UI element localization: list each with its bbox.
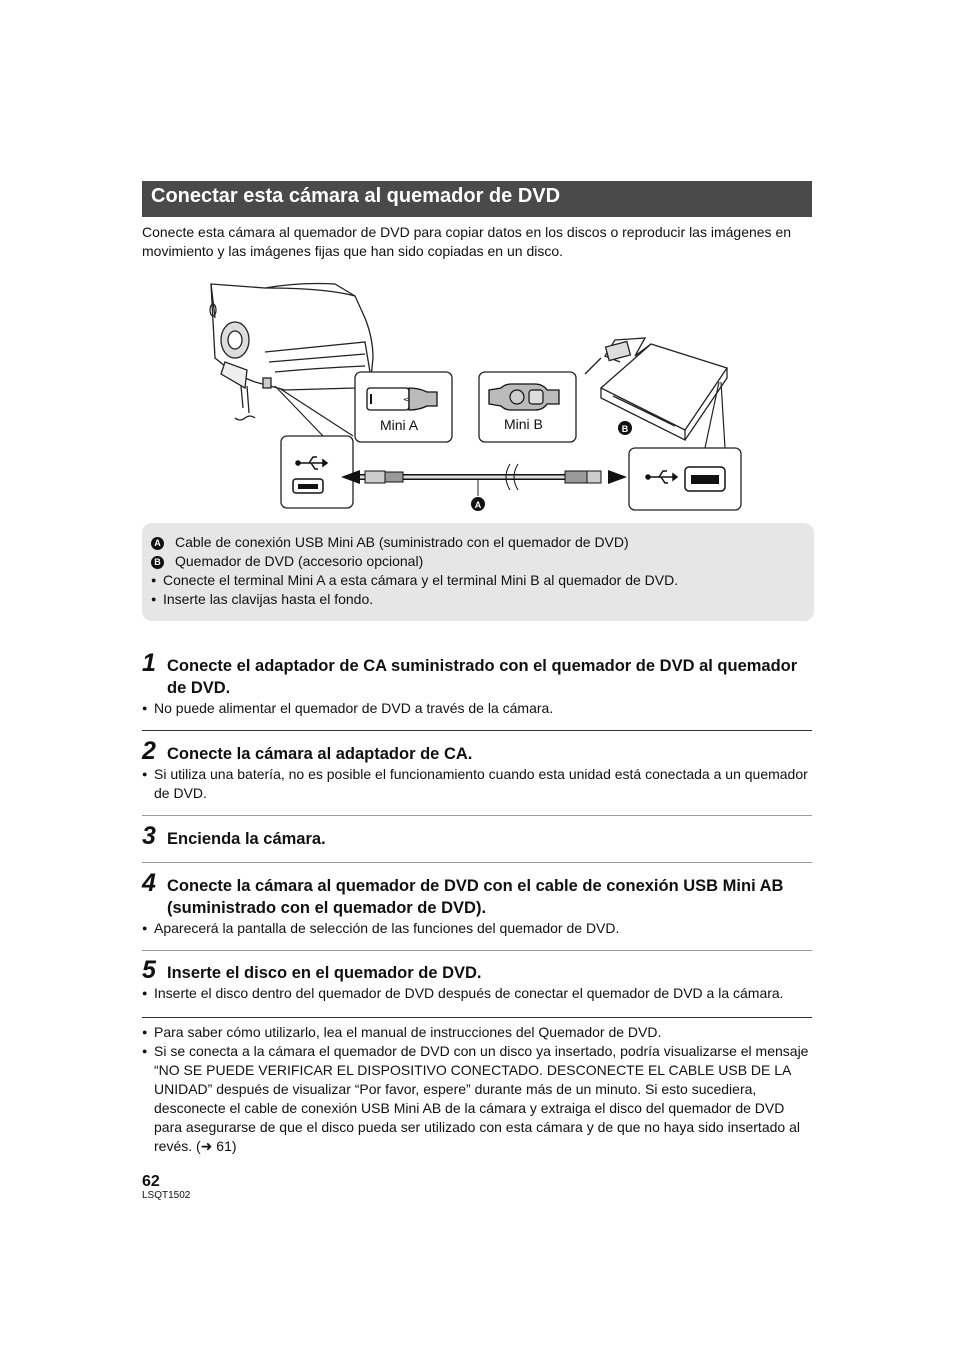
camcorder-illustration <box>210 284 373 421</box>
footer-note: ● Si se conecta a la cámara el quemador de DVD con un disco ya insertado, podría visualizarse el mensaje “NO SE PUEDE VERIFICAR EL DISPOSITIVO CONECTADO. DESCONECTE EL CABLE USB DE LA UNIDAD” después de visualizar “Por favor, espere” durante más de un minuto. Si esto sucediera, desconecte el cable de conexión USB Mini AB de la cámara y extraiga el disco del quemador de DVD para asegurarse de que el disco pueda ser utilizado con esta cámara y de que no haya sido insertado al revés. (➜ 61) <box>142 1042 814 1156</box>
section-title: Conectar esta cámara al quemador de DVD <box>142 181 812 217</box>
badge-a-icon: A <box>151 537 164 550</box>
badge-a-text: A <box>474 500 482 510</box>
mini-a-label: Mini A <box>380 417 419 433</box>
mini-b-connector-box <box>479 372 576 442</box>
footer-note: ● Para saber cómo utilizarlo, lea el manual de instrucciones del Quemador de DVD. <box>142 1023 814 1042</box>
step-1 <box>142 649 814 718</box>
divider <box>142 1017 812 1018</box>
connection-diagram <box>205 278 745 514</box>
step-4 <box>142 869 814 938</box>
svg-text:<: < <box>403 395 410 404</box>
step-number: 2 <box>142 737 156 765</box>
step-note: ● Inserte el disco dentro del quemador de DVD después de conectar el quemador de DVD a la cámara. <box>142 984 814 1003</box>
step-note: ● Si utiliza una batería, no es posible el funcionamiento cuando esta unidad está conectada a un quemador de DVD. <box>142 765 814 803</box>
step-title: Conecte el adaptador de CA suministrado con el quemador de DVD al quemador de DVD. <box>167 657 798 697</box>
badge-b-text: B <box>621 424 629 434</box>
divider <box>142 950 812 951</box>
step-5 <box>142 956 814 1003</box>
step-3 <box>142 822 814 850</box>
step-number: 3 <box>142 822 156 850</box>
intro-text: Conecte esta cámara al quemador de DVD para copiar datos en los discos o reproducir las imágenes en movimiento y las imágenes fijas que han sido copiadas en un disco. <box>142 224 792 259</box>
dvd-burner-illustration <box>585 338 727 440</box>
step-title: Encienda la cámara. <box>167 830 326 848</box>
page-code: LSQT1502 <box>142 1190 191 1201</box>
step-title: Inserte el disco en el quemador de DVD. <box>167 964 482 982</box>
badge-b <box>618 421 632 435</box>
step-number: 5 <box>142 956 156 984</box>
step-number: 1 <box>142 649 156 677</box>
mini-b-label: Mini B <box>504 416 543 432</box>
divider <box>142 730 812 731</box>
burner-usb-port-box <box>629 448 741 510</box>
usb-cable <box>341 464 627 490</box>
divider <box>142 862 812 863</box>
camera-usb-port-box <box>281 436 353 508</box>
page-number: 62 <box>142 1173 160 1190</box>
notes-box <box>142 523 814 621</box>
badge-a <box>471 480 485 511</box>
callout-line-camera <box>275 386 323 436</box>
step-number: 4 <box>142 869 156 897</box>
step-note: ● No puede alimentar el quemador de DVD a través de la cámara. <box>142 699 814 718</box>
note-b: B Quemador de DVD (accesorio opcional) <box>151 552 814 571</box>
divider <box>142 815 812 816</box>
step-2 <box>142 737 814 803</box>
note-bullet: ● Inserte las clavijas hasta el fondo. <box>151 590 814 609</box>
step-note: ● Aparecerá la pantalla de selección de las funciones del quemador de DVD. <box>142 919 814 938</box>
step-title: Conecte la cámara al quemador de DVD con el cable de conexión USB Mini AB (suministrado con el quemador de DVD). <box>167 877 784 917</box>
step-title: Conecte la cámara al adaptador de CA. <box>167 745 473 763</box>
note-bullet: ● Conecte el terminal Mini A a esta cámara y el terminal Mini B al quemador de DVD. <box>151 571 814 590</box>
mini-a-connector-box <box>355 372 452 442</box>
footer-notes <box>142 1023 814 1156</box>
badge-b-icon: B <box>151 556 164 569</box>
note-a: A Cable de conexión USB Mini AB (suministrado con el quemador de DVD) <box>151 533 814 552</box>
